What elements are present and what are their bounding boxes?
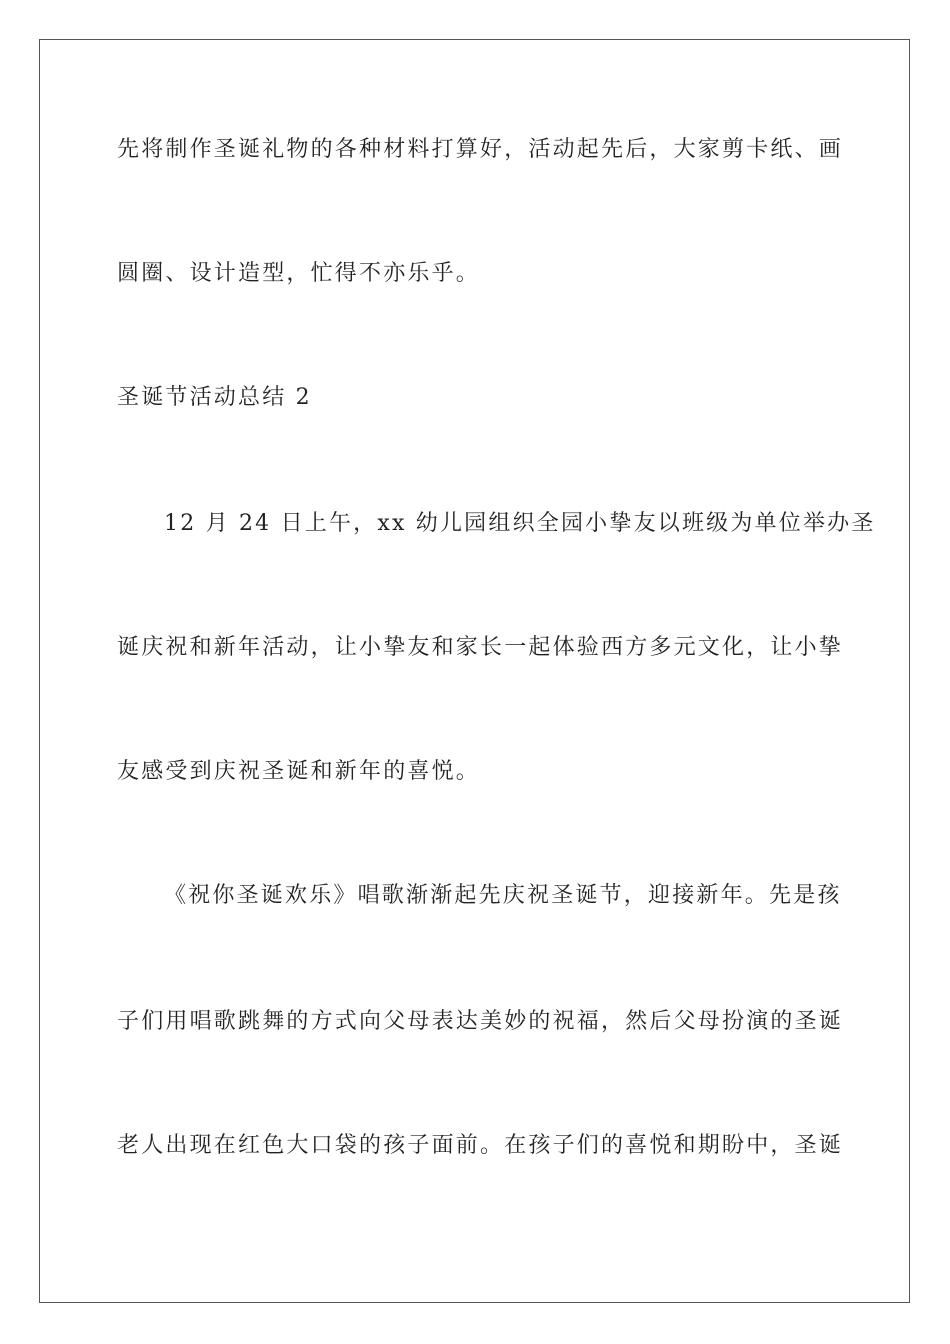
paragraph-line: 12 月 24 日上午，xx 幼儿园组织全园小挚友以班级为单位举办圣 [164,511,876,536]
paragraph-line: 诞庆祝和新年活动，让小挚友和家长一起体验西方多元文化，让小挚 [117,635,844,660]
paragraph-line: 先将制作圣诞礼物的各种材料打算好，活动起先后，大家剪卡纸、画 [117,137,844,162]
paragraph-line: 圆圈、设计造型，忙得不亦乐乎。 [117,261,481,286]
section-heading: 圣诞节活动总结 2 [117,385,312,410]
paragraph-line: 《祝你圣诞欢乐》唱歌渐渐起先庆祝圣诞节，迎接新年。先是孩 [164,883,842,908]
paragraph-line: 老人出现在红色大口袋的孩子面前。在孩子们的喜悦和期盼中，圣诞 [117,1133,844,1158]
page-border [39,39,910,1303]
paragraph-line: 子们用唱歌跳舞的方式向父母表达美妙的祝福，然后父母扮演的圣诞 [117,1009,844,1034]
paragraph-line: 友感受到庆祝圣诞和新年的喜悦。 [117,759,481,784]
